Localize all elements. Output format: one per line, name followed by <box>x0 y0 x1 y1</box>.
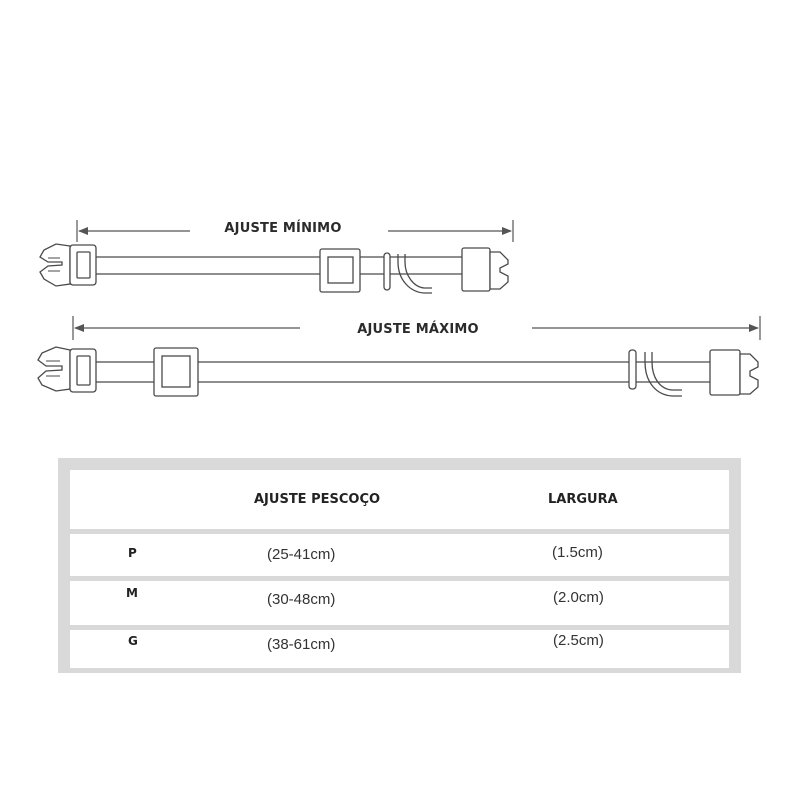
max-label: AJUSTE MÁXIMO <box>357 322 479 337</box>
collar-min <box>40 244 508 293</box>
min-label: AJUSTE MÍNIMO <box>224 221 342 236</box>
buckle-male-icon <box>710 350 740 395</box>
neck-value: (30-48cm) <box>267 591 336 608</box>
table-row <box>70 581 729 625</box>
buckle-male-icon <box>462 248 490 291</box>
table-header-row <box>70 470 729 529</box>
width-header: LARGURA <box>548 492 618 507</box>
size-label: P <box>128 546 137 560</box>
size-label: G <box>128 634 138 648</box>
width-value: (2.0cm) <box>553 589 604 606</box>
buckle-female-icon <box>38 347 70 391</box>
neck-header: AJUSTE PESCOÇO <box>254 492 381 507</box>
collar-max <box>38 347 758 396</box>
table-row <box>70 534 729 576</box>
neck-value: (25-41cm) <box>267 546 336 563</box>
table-row <box>70 630 729 668</box>
buckle-female-icon <box>40 244 70 286</box>
width-value: (2.5cm) <box>553 632 604 649</box>
neck-value: (38-61cm) <box>267 636 336 653</box>
width-value: (1.5cm) <box>552 544 603 561</box>
size-table <box>58 458 741 673</box>
d-ring-icon <box>405 254 432 288</box>
d-ring-icon <box>652 352 682 390</box>
size-label: M <box>126 586 138 600</box>
